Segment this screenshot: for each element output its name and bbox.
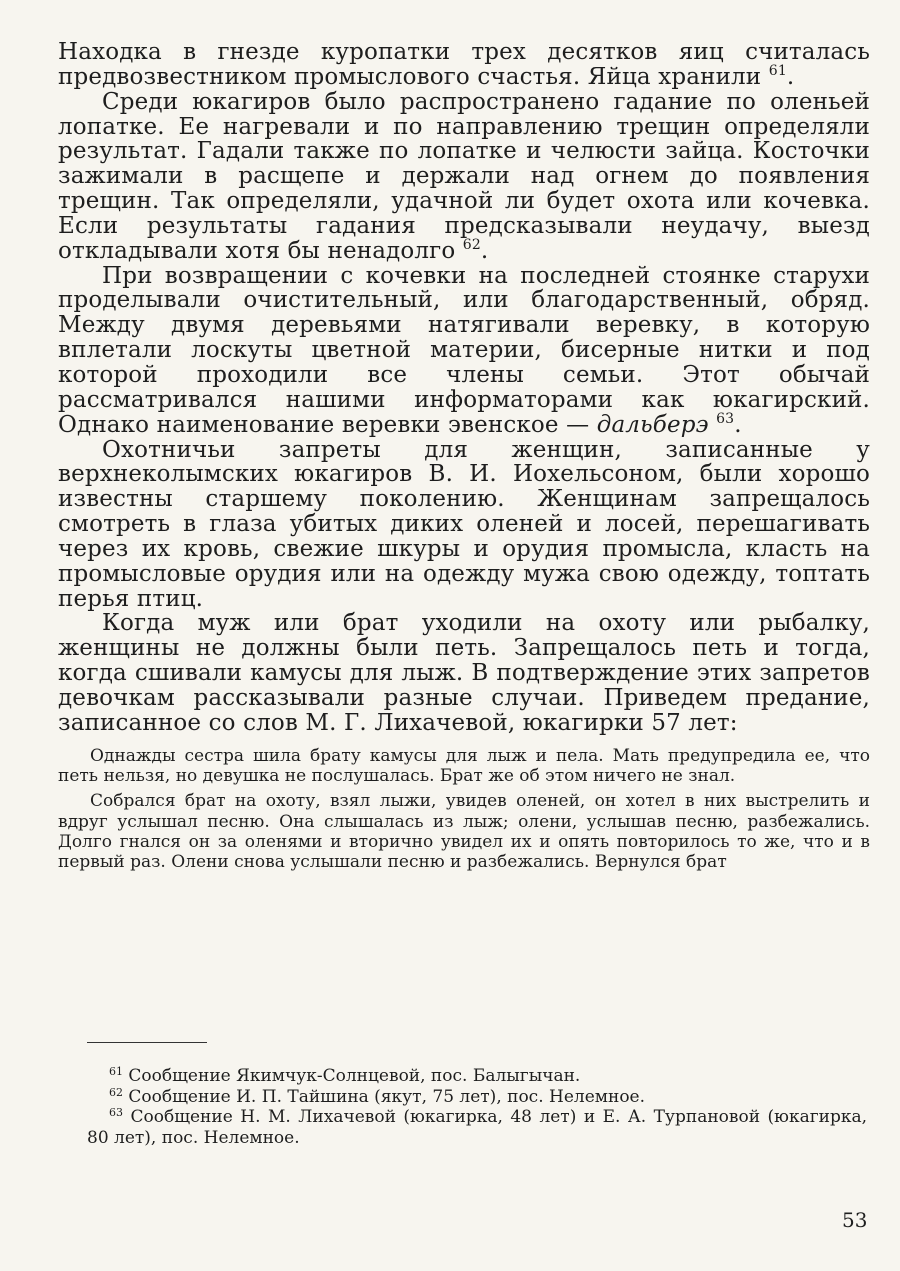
paragraph-1: Находка в гнезде куропатки трех десятков яиц считалась предвозвестником промыслового счастья. Яйца хранили $^{61}$.	[58, 39, 870, 90]
footnotes	[87, 1066, 867, 1148]
footnote-62: $^{62}$ Сообщение И. П. Тайшина (якут, 75 лет), пос. Нелемное.	[109, 1085, 646, 1107]
quote-paragraph-2: Собрался брат на охоту, взял лыжи, увидев оленей, он хотел в них выстрелить и вдруг услышал песню. Она слышалась из лыж; олени, услышав песню, разбежались. Долго гнался он за оленями и вторично увидел их и опять повторилось то же, что и в первый раз. Олени снова услышали песню и разбежались. Вернулся брат	[58, 791, 870, 873]
footnote-ref-61[interactable]: 61	[768, 62, 787, 79]
footnote-divider	[87, 1042, 207, 1043]
main-text	[58, 40, 870, 736]
page-number: 53	[842, 1208, 868, 1232]
term-dalbere: дальберэ	[596, 411, 709, 438]
footnote-63: $^{63}$ Сообщение Н. М. Лихачевой (юкагирка, 48 лет) и Е. А. Турпановой (юкагирка, 80 лет), пос. Нелемное.	[87, 1106, 867, 1148]
page-body	[58, 40, 870, 872]
footnote-61: $^{61}$ Сообщение Якимчук-Солнцевой, пос. Балыгычан.	[109, 1065, 581, 1086]
paragraph-3: При возвращении с кочевки на последней стоянке старухи проделывали очистительный, или благодарственный, обряд. Между двумя деревьями натягивали веревку, в которую вплетали лоскуты цветной материи, бисерные нитки и под которой проходили все члены семьи. Этот обычай рассматривался нашими информаторами как юкагирский. Однако наименование веревки эвенское — дальберэ $^{63}$.	[58, 262, 870, 438]
paragraph-5: Когда муж или брат уходили на охоту или рыбалку, женщины не должны были петь. Запрещалось петь и тогда, когда сшивали камусы для лыж. В подтверждение этих запретов девочкам рассказывали разные случаи. Приведем предание, записанное со слов М. Г. Лихачевой, юкагирки 57 лет:	[58, 610, 870, 736]
footnote-ref-62[interactable]: 62	[462, 236, 481, 253]
quote-paragraph-1: Однажды сестра шила брату камусы для лыж и пела. Мать предупредила ее, что петь нельзя, но девушка не послушалась. Брат же об этом ничего не знал.	[58, 745, 870, 786]
quoted-legend	[58, 746, 870, 873]
footnote-ref-63[interactable]: 63	[716, 410, 735, 427]
paragraph-2: Среди юкагиров было распространено гадание по оленьей лопатке. Ее нагревали и по направлению трещин определяли результат. Гадали также по лопатке и челюсти зайца. Косточки зажимали в расщепе и держали над огнем до появления трещин. Так определяли, удачной ли будет охота или кочевка. Если результаты гадания предсказывали неудачу, выезд откладывали хотя бы ненадолго $^{62}$.	[58, 88, 870, 264]
paragraph-4: Охотничьи запреты для женщин, записанные у верхнеколымских юкагиров В. И. Иохельсоном, были хорошо известны старшему поколению. Женщинам запрещалось смотреть в глаза убитых диких оленей и лосей, перешагивать через их кровь, свежие шкуры и орудия промысла, класть на промысловые орудия или на одежду мужа свою одежду, топтать перья птиц.	[58, 436, 870, 612]
